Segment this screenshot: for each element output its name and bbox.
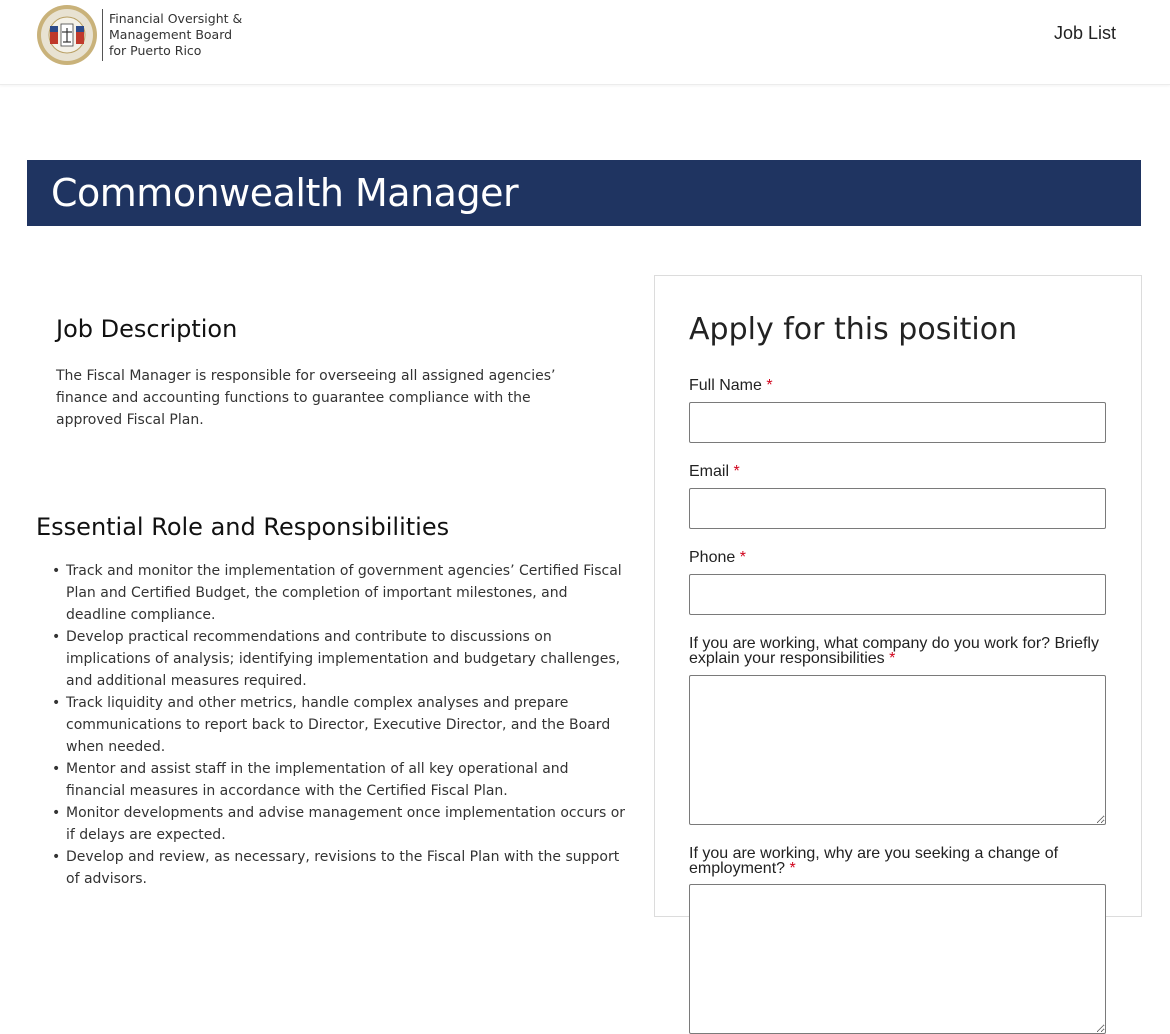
email-input[interactable] (689, 488, 1106, 529)
fomb-seal-icon (36, 4, 98, 66)
list-item: • Track liquidity and other metrics, handle complex analyses and prepare communications to report back to Director, Executive Director, and the Board when needed. (66, 692, 631, 758)
change-reason-text: If you are working, why are you seeking a change of employment? (689, 845, 1059, 877)
logo-divider (102, 9, 103, 61)
list-item: • Develop and review, as necessary, revisions to the Fiscal Plan with the support of advisors. (66, 846, 631, 890)
list-item: • Track and monitor the implementation of government agencies’ Certified Fiscal Plan and Certified Budget, the completion of important milestones, and deadline compliance. (66, 560, 631, 626)
site-header (0, 0, 1170, 85)
apply-heading: Apply for this position (689, 312, 1018, 347)
responsibilities-heading: Essential Role and Responsibilities (36, 513, 450, 541)
company-question-textarea[interactable] (689, 675, 1106, 825)
company-question-label (689, 636, 1109, 666)
phone-input[interactable] (689, 574, 1106, 615)
nav-job-list-link[interactable]: Job List (1053, 23, 1116, 43)
email-label (689, 464, 1109, 479)
required-marker: * (766, 377, 773, 394)
job-title-banner (27, 160, 1141, 226)
logo-text (109, 11, 242, 59)
logo-line-1: Financial Oversight & (109, 11, 243, 26)
required-marker: * (889, 650, 896, 667)
required-marker: * (789, 860, 796, 877)
change-reason-label (689, 846, 1109, 876)
phone-label-text: Phone (689, 549, 736, 566)
list-item: • Mentor and assist staff in the implementation of all key operational and financial measures in accordance with the Certified Fiscal Plan. (66, 758, 631, 802)
full-name-label (689, 378, 1109, 393)
fomb-logo[interactable] (36, 4, 242, 66)
responsibilities-list (66, 560, 631, 890)
job-description-heading: Job Description (56, 315, 238, 343)
job-description-text: The Fiscal Manager is responsible for overseeing all assigned agencies’ finance and accounting functions to guarantee compliance with the approved Fiscal Plan. (56, 368, 556, 428)
page-title: Commonwealth Manager (51, 171, 519, 215)
full-name-input[interactable] (689, 402, 1106, 443)
email-label-text: Email (689, 463, 730, 480)
full-name-label-text: Full Name (689, 377, 762, 394)
required-marker: * (733, 463, 740, 480)
company-question-text: If you are working, what company do you work for? Briefly explain your responsibilities (689, 635, 1099, 667)
logo-line-3: for Puerto Rico (109, 43, 202, 58)
apply-form (654, 275, 1142, 917)
required-marker: * (739, 549, 746, 566)
list-item: • Monitor developments and advise management once implementation occurs or if delays are expected. (66, 802, 631, 846)
logo-line-2: Management Board (109, 27, 233, 42)
change-reason-textarea[interactable] (689, 884, 1106, 1034)
phone-label (689, 550, 1109, 565)
list-item: • Develop practical recommendations and contribute to discussions on implications of analysis; identifying implementation and budgetary challenges, and additional measures required. (66, 626, 631, 692)
